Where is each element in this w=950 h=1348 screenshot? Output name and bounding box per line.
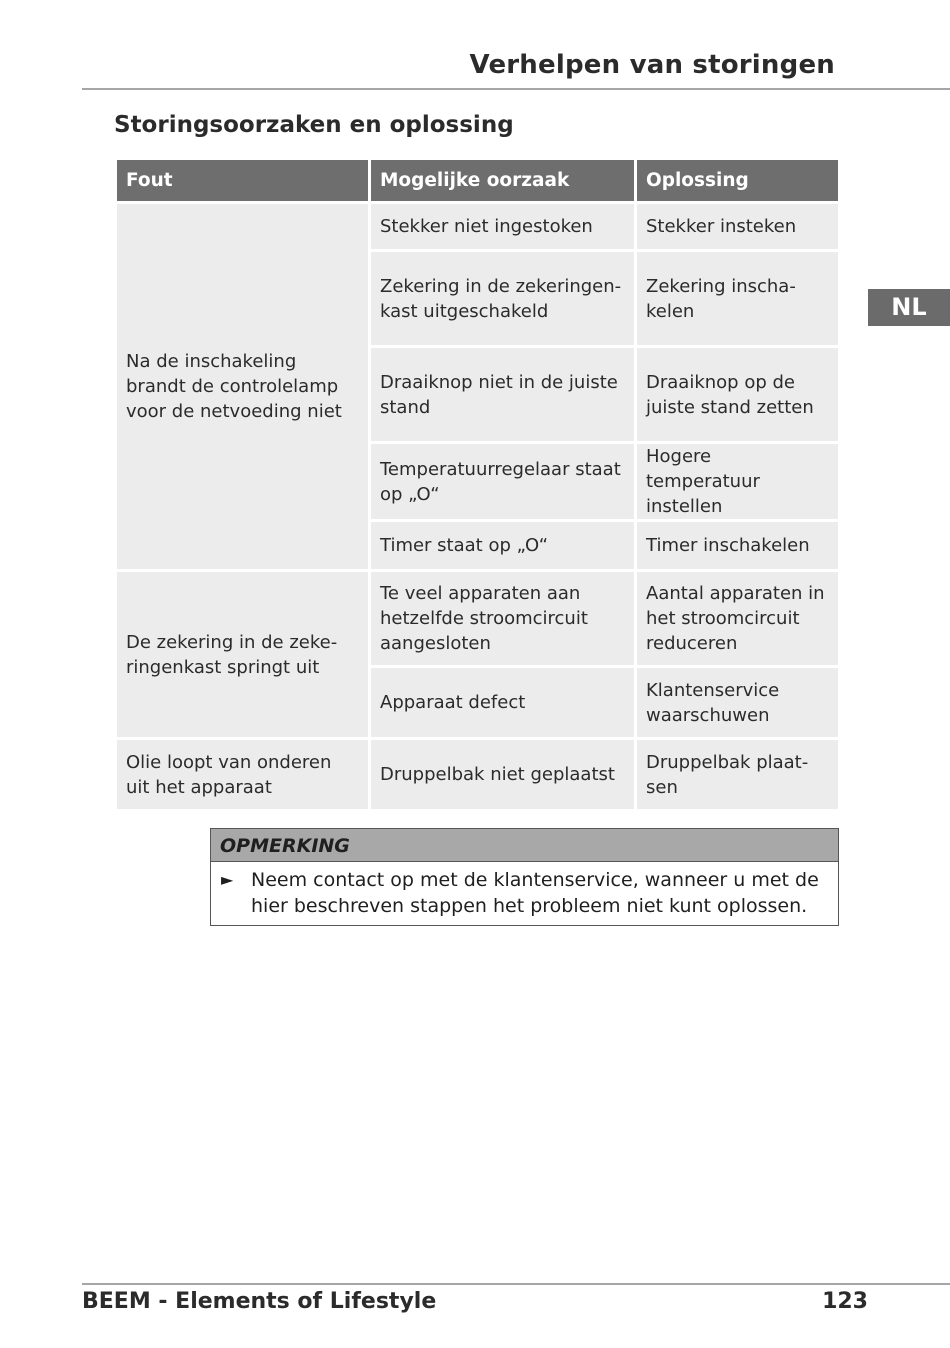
solution-cell: Hogere temperatuur instellen: [636, 443, 840, 521]
note-title: OPMERKING: [211, 829, 838, 862]
note-text: Neem contact op met de klantenservice, wanneer u met de hier beschreven stappen het probleem niet kunt oplossen.: [251, 869, 819, 917]
fault-cell: Na de inschakeling brandt de controlelamp voor de netvoeding niet: [116, 203, 370, 571]
column-header-solution: Oplossing: [636, 159, 840, 203]
table-row: [116, 739, 840, 811]
column-header-fault: Fout: [116, 159, 370, 203]
solution-cell: Klantenservice waarschuwen: [636, 667, 840, 739]
note-body: [211, 862, 838, 925]
fault-cell: De zekering in de zeke-ringenkast springt uit: [116, 571, 370, 739]
page-number: 123: [822, 1289, 868, 1314]
solution-cell: Stekker insteken: [636, 203, 840, 251]
footer-divider: [82, 1283, 950, 1285]
solution-cell: Aantal apparaten in het stroomcircuit reduceren: [636, 571, 840, 667]
table-header-row: [116, 159, 840, 203]
note-box: [210, 828, 839, 926]
solution-cell: Draaiknop op de juiste stand zetten: [636, 347, 840, 443]
column-header-cause: Mogelijke oorzaak: [370, 159, 636, 203]
footer-brand: BEEM - Elements of Lifestyle: [82, 1289, 437, 1314]
header-divider: [82, 88, 950, 90]
cause-cell: Draaiknop niet in de juiste stand: [370, 347, 636, 443]
cause-cell: Temperatuurregelaar staat op „O“: [370, 443, 636, 521]
section-title: Storingsoorzaken en oplossing: [114, 112, 514, 138]
page-header-title: Verhelpen van storingen: [469, 50, 835, 80]
language-tab: NL: [868, 289, 950, 326]
cause-cell: Apparaat defect: [370, 667, 636, 739]
cause-cell: Stekker niet ingestoken: [370, 203, 636, 251]
cause-cell: Zekering in de zekeringen-kast uitgeschakeld: [370, 251, 636, 347]
solution-cell: Timer inschakelen: [636, 521, 840, 571]
troubleshooting-table: [114, 157, 841, 812]
solution-cell: Druppelbak plaat-sen: [636, 739, 840, 811]
solution-cell: Zekering inscha-kelen: [636, 251, 840, 347]
cause-cell: Timer staat op „O“: [370, 521, 636, 571]
table-row: [116, 571, 840, 667]
arrow-bullet-icon: ►: [221, 870, 234, 889]
fault-cell: Olie loopt van onderen uit het apparaat: [116, 739, 370, 811]
table-row: [116, 203, 840, 251]
cause-cell: Te veel apparaten aan hetzelfde stroomcircuit aangesloten: [370, 571, 636, 667]
cause-cell: Druppelbak niet geplaatst: [370, 739, 636, 811]
